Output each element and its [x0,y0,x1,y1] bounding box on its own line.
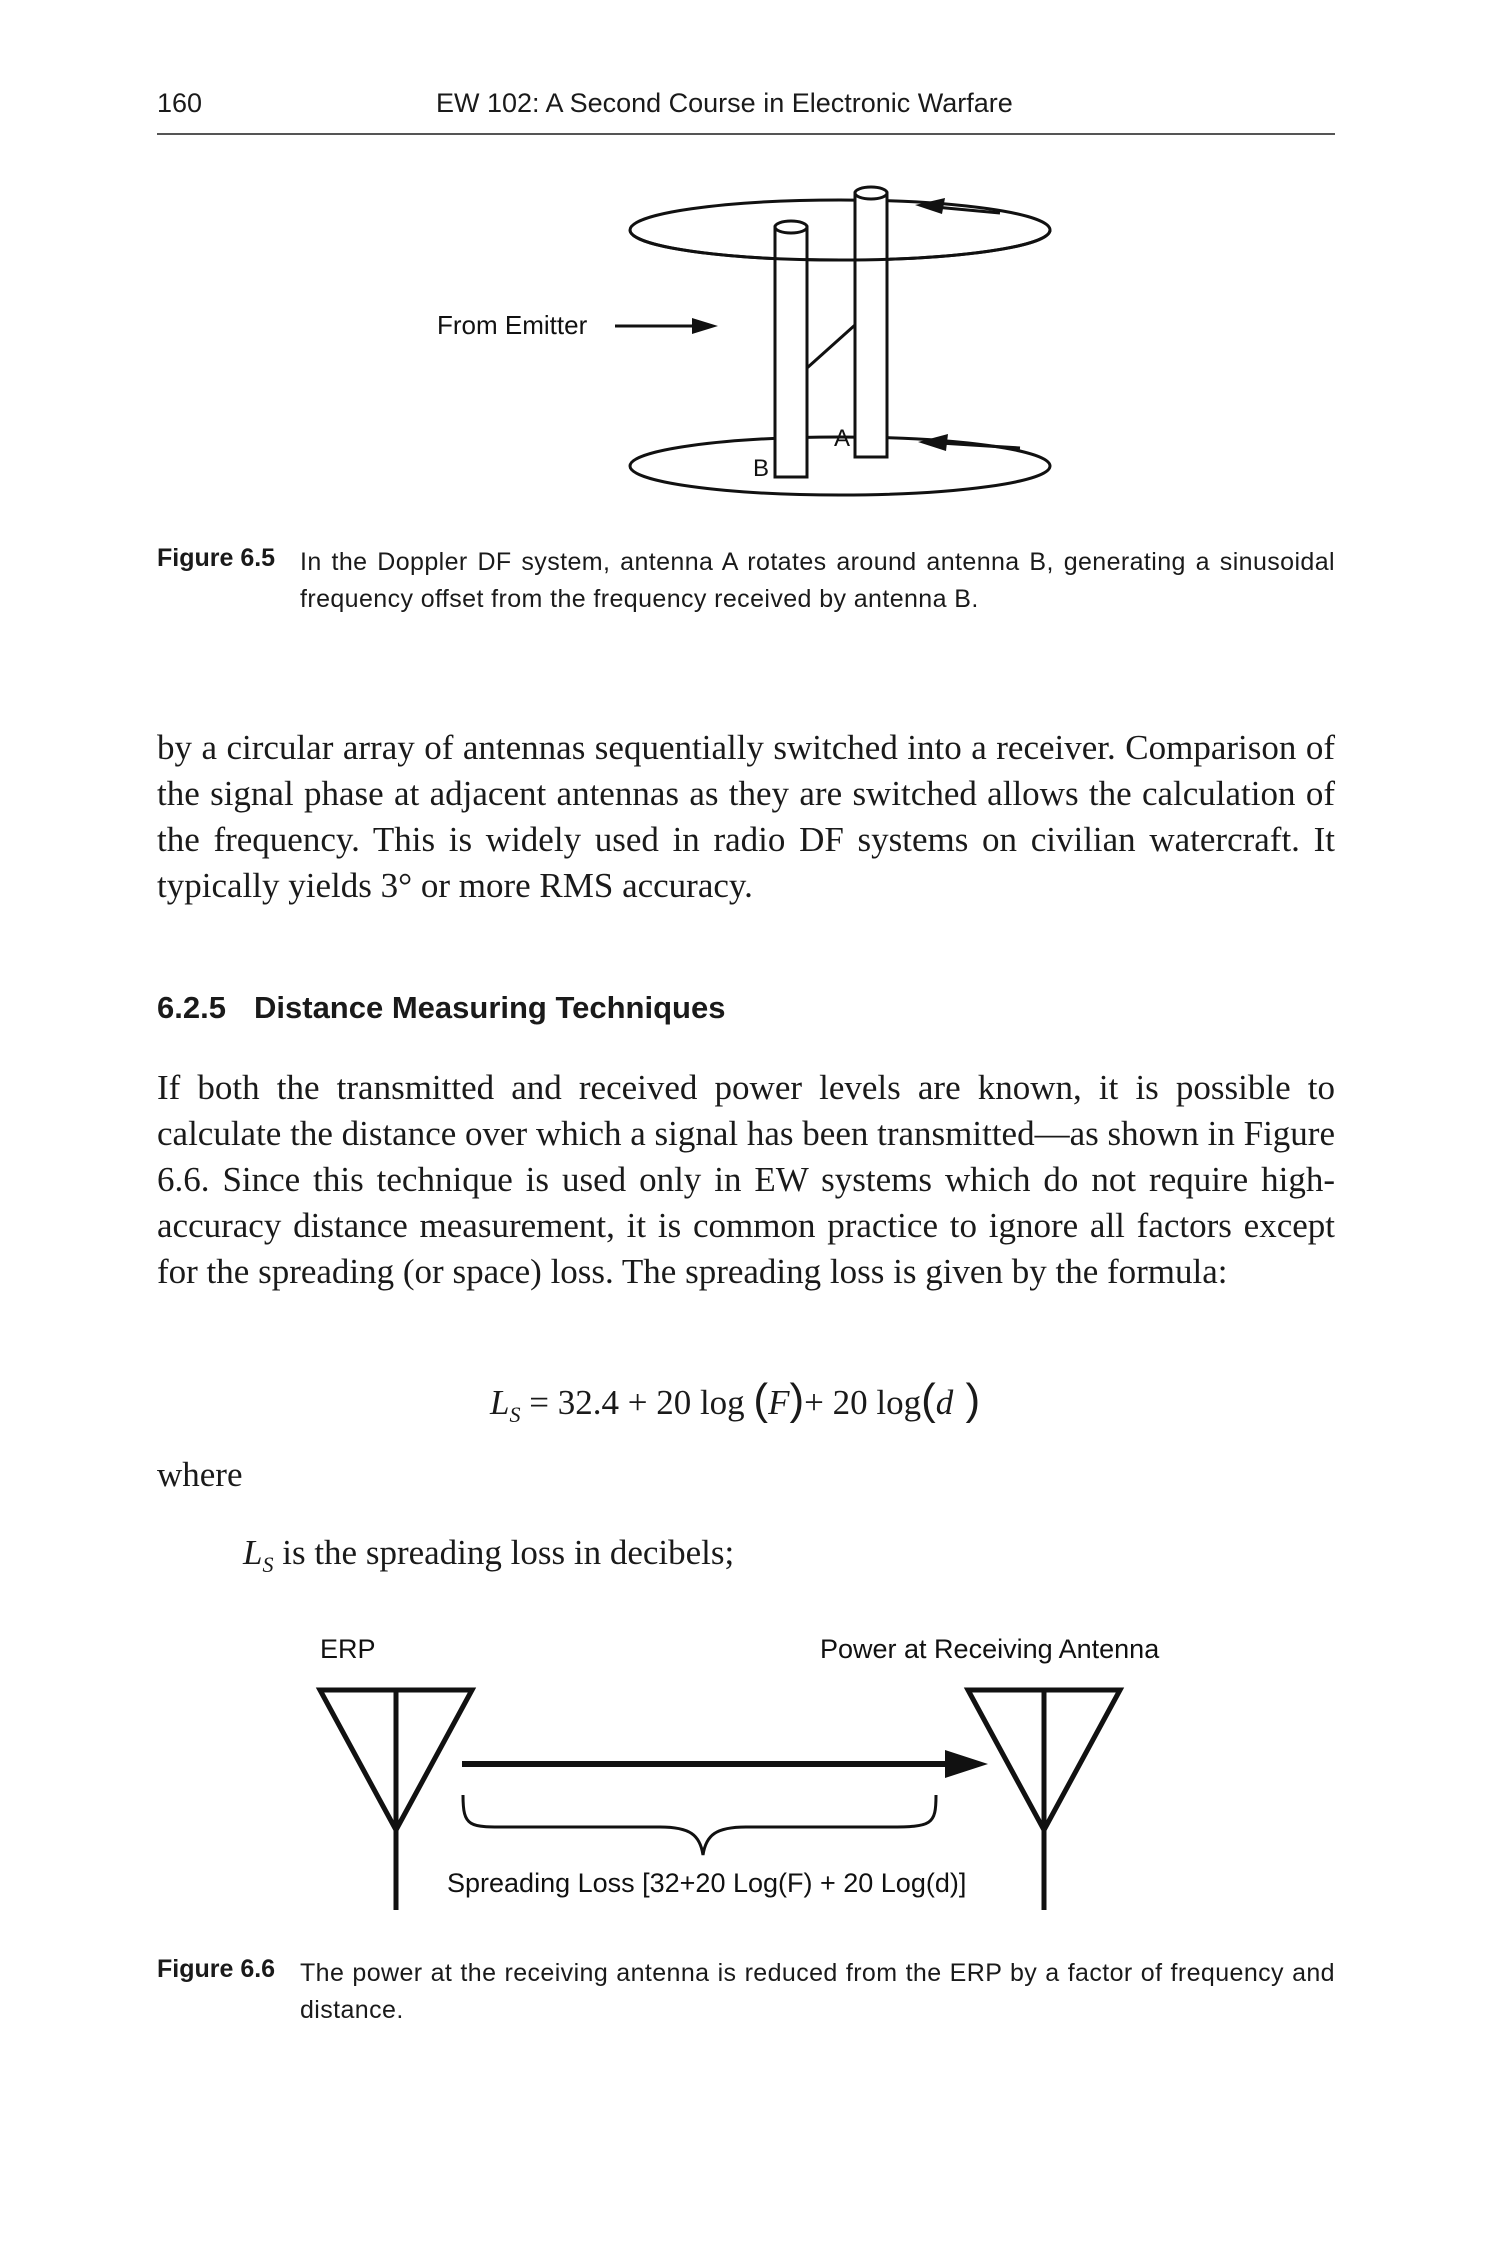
spreading-loss-formula: $L_S = 32.4 + 20$ log (F)+ 20 log(d ) [490,1375,981,1427]
formula-var-d: d [935,1383,954,1422]
figure-6-6-caption: The power at the receiving antenna is reduced from the ERP by a factor of frequency and distance. [300,1959,1335,2024]
figure-6-6-label: Figure 6.6 [157,1955,276,1983]
paragraph-2: If both the transmitted and received power levels are known, it is possible to calculate the distance over which a signal has been transmitted—as shown in Figure 6.6. Since this technique is used only in EW systems which do not require high-accuracy distance measurement, it is common practice to ignore all factors except for the spreading (or space) loss. The spreading loss is given by the formula: [157,1068,1335,1291]
definition-symbol: L [243,1533,263,1572]
receive-antenna-icon [968,1690,1120,1910]
formula-lhs: L [490,1383,510,1422]
definition-text: is the spreading loss in decibels; [282,1533,735,1572]
formula-lhs-subscript: S [509,1402,521,1427]
antenna-a-label: A [834,425,851,452]
power-at-receiving-antenna-label: Power at Receiving Antenna [820,1634,1160,1664]
definition-ls [243,1533,734,1578]
definition-subscript: S [262,1552,274,1577]
formula-constant: = 32.4 + 20 log [529,1383,745,1422]
erp-label: ERP [320,1634,376,1664]
section-title: Distance Measuring Techniques [254,990,726,1025]
page-number: 160 [157,88,203,118]
spreading-loss-brace [463,1795,936,1855]
formula-var-f: F [768,1383,790,1422]
connecting-boom [807,325,855,368]
where-text: where [157,1455,243,1494]
spreading-loss-label: Spreading Loss [32+20 Log(F) + 20 Log(d)] [447,1868,967,1898]
paragraph-1: by a circular array of antennas sequentially switched into a receiver. Comparison of the signal phase at adjacent antennas as they are switched allows the calculation of the frequency. This is widely used in radio DF systems on civilian watercraft. It typically yields 3° or more RMS accuracy. [157,728,1335,905]
formula-plus-term: + 20 log [804,1383,922,1422]
section-number: 6.2.5 [157,990,226,1025]
figure-6-5-doppler-diagram [0,0,1500,520]
from-emitter-label: From Emitter [437,310,588,340]
figure-6-5-caption: In the Doppler DF system, antenna A rotates around antenna B, generating a sinusoidal frequency offset from the frequency received by antenna B. [300,548,1335,613]
antenna-b-label: B [753,455,770,482]
running-title: EW 102: A Second Course in Electronic Warfare [436,88,1013,118]
figure-6-5-label: Figure 6.5 [157,544,276,572]
figure-6-6-spreading-loss-diagram [0,1620,1500,1940]
antenna-a [855,187,887,457]
